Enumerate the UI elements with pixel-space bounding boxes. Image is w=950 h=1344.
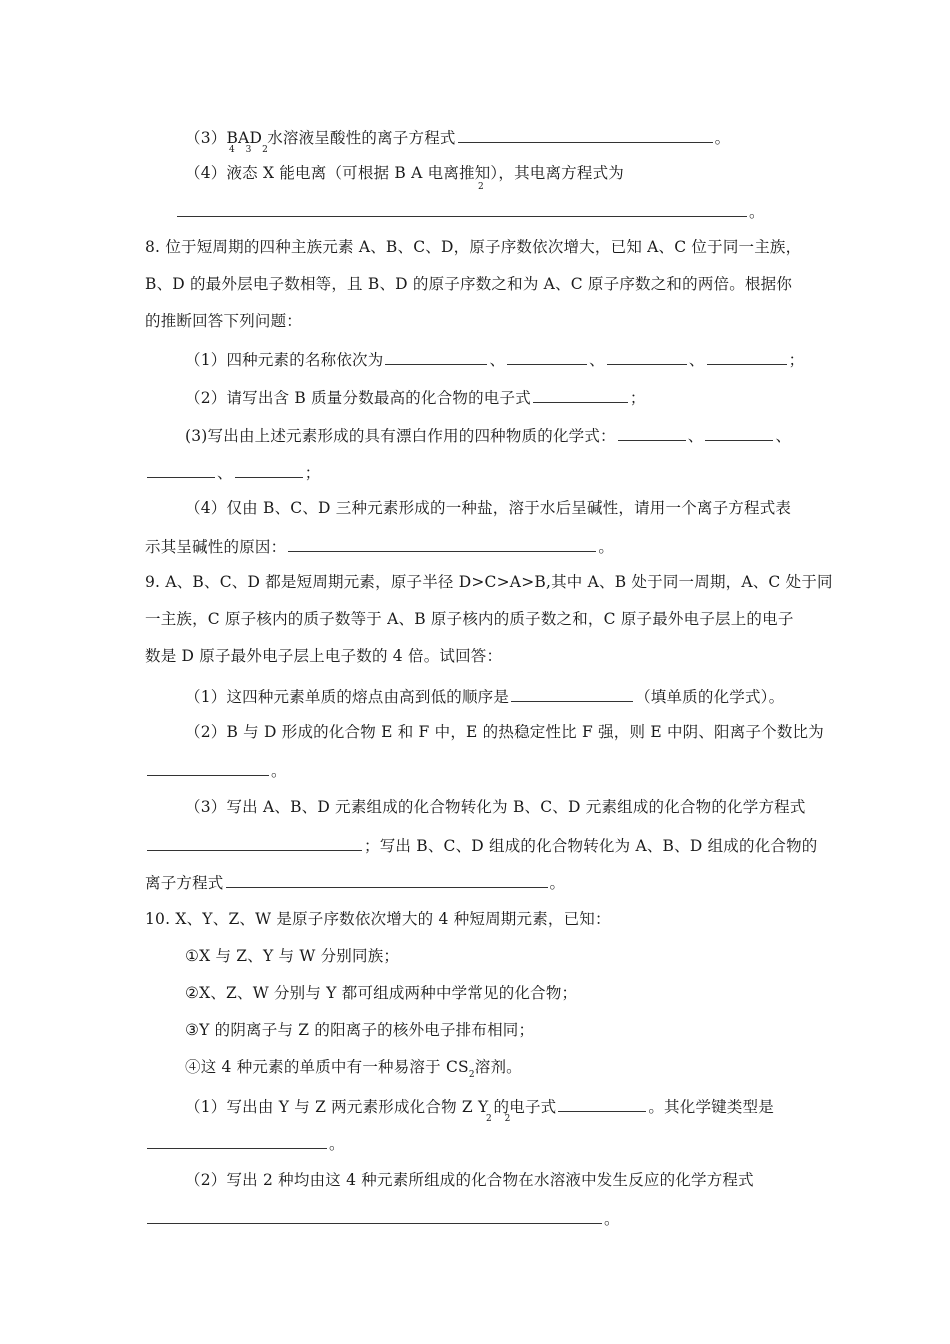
q8-stem-line2: B、D 的最外层电子数相等，且 B、D 的原子序数之和为 A、C 原子序数之和的两倍。根据你 — [145, 275, 793, 293]
answer-blank[interactable] — [147, 461, 215, 478]
answer-blank[interactable] — [511, 685, 633, 702]
q7-sub4 — [185, 163, 624, 192]
q10-sub1: （1）写出由 Y 与 Z 两元素形成化合物 Z Y 的电子式 。其化学键类型是 2 2 — [185, 1095, 774, 1117]
q7-sub4-text: （4）液态 X 能电离（可根据 B A 电离推知），其电离方程式为 — [185, 164, 624, 182]
q8-sub3: (3)写出由上述元素形成的具有漂白作用的四种物质的化学式： 、 、 — [185, 424, 791, 446]
q9-stem-line1: 9. A、B、C、D 都是短周期元素，原子半径 D>C>A>B,其中 A、B 处于同一周期，A、C 处于同 — [145, 573, 833, 591]
q7-sub3-text: （3）BAD 水溶液呈酸性的离子方程式 — [185, 129, 456, 147]
subscript: 2 — [478, 182, 484, 192]
q10-condition-3: ③Y 的阴离子与 Z 的阳离子的核外电子排布相同； — [185, 1021, 535, 1039]
q8-stem-line3: 的推断回答下列问题： — [145, 312, 303, 330]
answer-blank[interactable] — [507, 348, 587, 365]
answer-blank[interactable] — [558, 1095, 646, 1112]
q9-sub3-line2: ；写出 B、C、D 组成的化合物转化为 A、B、D 组成的化合物的 — [145, 834, 818, 856]
q8-stem-line1: 8. 位于短周期的四种主族元素 A、B、C、D，原子序数依次增大，已知 A、C 位于同一主族， — [145, 238, 802, 256]
q10-condition-1: ①X 与 Z、Y 与 W 分别同族； — [185, 947, 400, 965]
q8-sub4-line2: 示其呈碱性的原因： 。 — [145, 535, 614, 557]
answer-blank[interactable] — [177, 200, 747, 217]
answer-blank[interactable] — [385, 348, 487, 365]
answer-blank[interactable] — [618, 424, 686, 441]
q9-stem-line3: 数是 D 原子最外电子层上电子数的 4 倍。试回答： — [145, 647, 503, 665]
answer-blank[interactable] — [707, 348, 787, 365]
q9-sub2-answer: 。 — [145, 759, 287, 781]
q8-sub1: （1）四种元素的名称依次为 、 、 、 ； — [185, 348, 804, 370]
q10-stem: 10. X、Y、Z、W 是原子序数依次增大的 4 种短周期元素，已知： — [145, 910, 611, 928]
q9-sub3-line3: 离子方程式 。 — [145, 871, 565, 893]
answer-blank[interactable] — [458, 126, 713, 143]
q9-sub1: （1）这四种元素单质的熔点由高到低的顺序是 （填单质的化学式）。 — [185, 685, 784, 707]
q8-sub3-cont: 、 ； — [145, 461, 320, 483]
q9-stem-line2: 一主族，C 原子核内的质子数等于 A、B 原子核内的质子数之和，C 原子最外电子层上的电子 — [145, 610, 794, 628]
q7-sub4-answer: 。 — [145, 200, 765, 222]
q10-sub2-answer: 。 — [145, 1207, 620, 1229]
answer-blank[interactable] — [235, 461, 303, 478]
answer-blank[interactable] — [288, 535, 596, 552]
q10-sub2: （2）写出 2 种均由这 4 种元素所组成的化合物在水溶液中发生反应的化学方程式 — [185, 1171, 754, 1189]
q7-sub3: （3）BAD 水溶液呈酸性的离子方程式 。 4 3 2 — [185, 126, 730, 148]
answer-blank[interactable] — [705, 424, 773, 441]
q10-sub1-answer: 。 — [145, 1132, 345, 1154]
q10-condition-4: ④这 4 种元素的单质中有一种易溶于 $CS_2$溶剂。 — [185, 1058, 522, 1080]
q10-condition-2: ②X、Z、W 分别与 Y 都可组成两种中学常见的化合物； — [185, 984, 578, 1002]
answer-blank[interactable] — [533, 386, 628, 403]
q8-sub4-line1: （4）仅由 B、C、D 三种元素形成的一种盐，溶于水后呈碱性，请用一个离子方程式表 — [185, 499, 792, 517]
answer-blank[interactable] — [147, 759, 269, 776]
q9-sub3-line1: （3）写出 A、B、D 元素组成的化合物转化为 B、C、D 元素组成的化合物的化学方程式 — [185, 798, 806, 816]
subscript: 4 3 2 — [229, 145, 272, 155]
answer-blank[interactable] — [226, 871, 548, 888]
answer-blank[interactable] — [607, 348, 687, 365]
answer-blank[interactable] — [147, 1207, 602, 1224]
subscript: 2 — [468, 1070, 475, 1080]
subscript: 2 2 — [486, 1114, 516, 1124]
answer-blank[interactable] — [147, 834, 362, 851]
q9-sub2: （2）B 与 D 形成的化合物 E 和 F 中，E 的热稳定性比 F 强，则 E 中阴、阳离子个数比为 — [185, 723, 824, 741]
q8-sub2: （2）请写出含 B 质量分数最高的化合物的电子式 ； — [185, 386, 646, 408]
answer-blank[interactable] — [147, 1132, 327, 1149]
